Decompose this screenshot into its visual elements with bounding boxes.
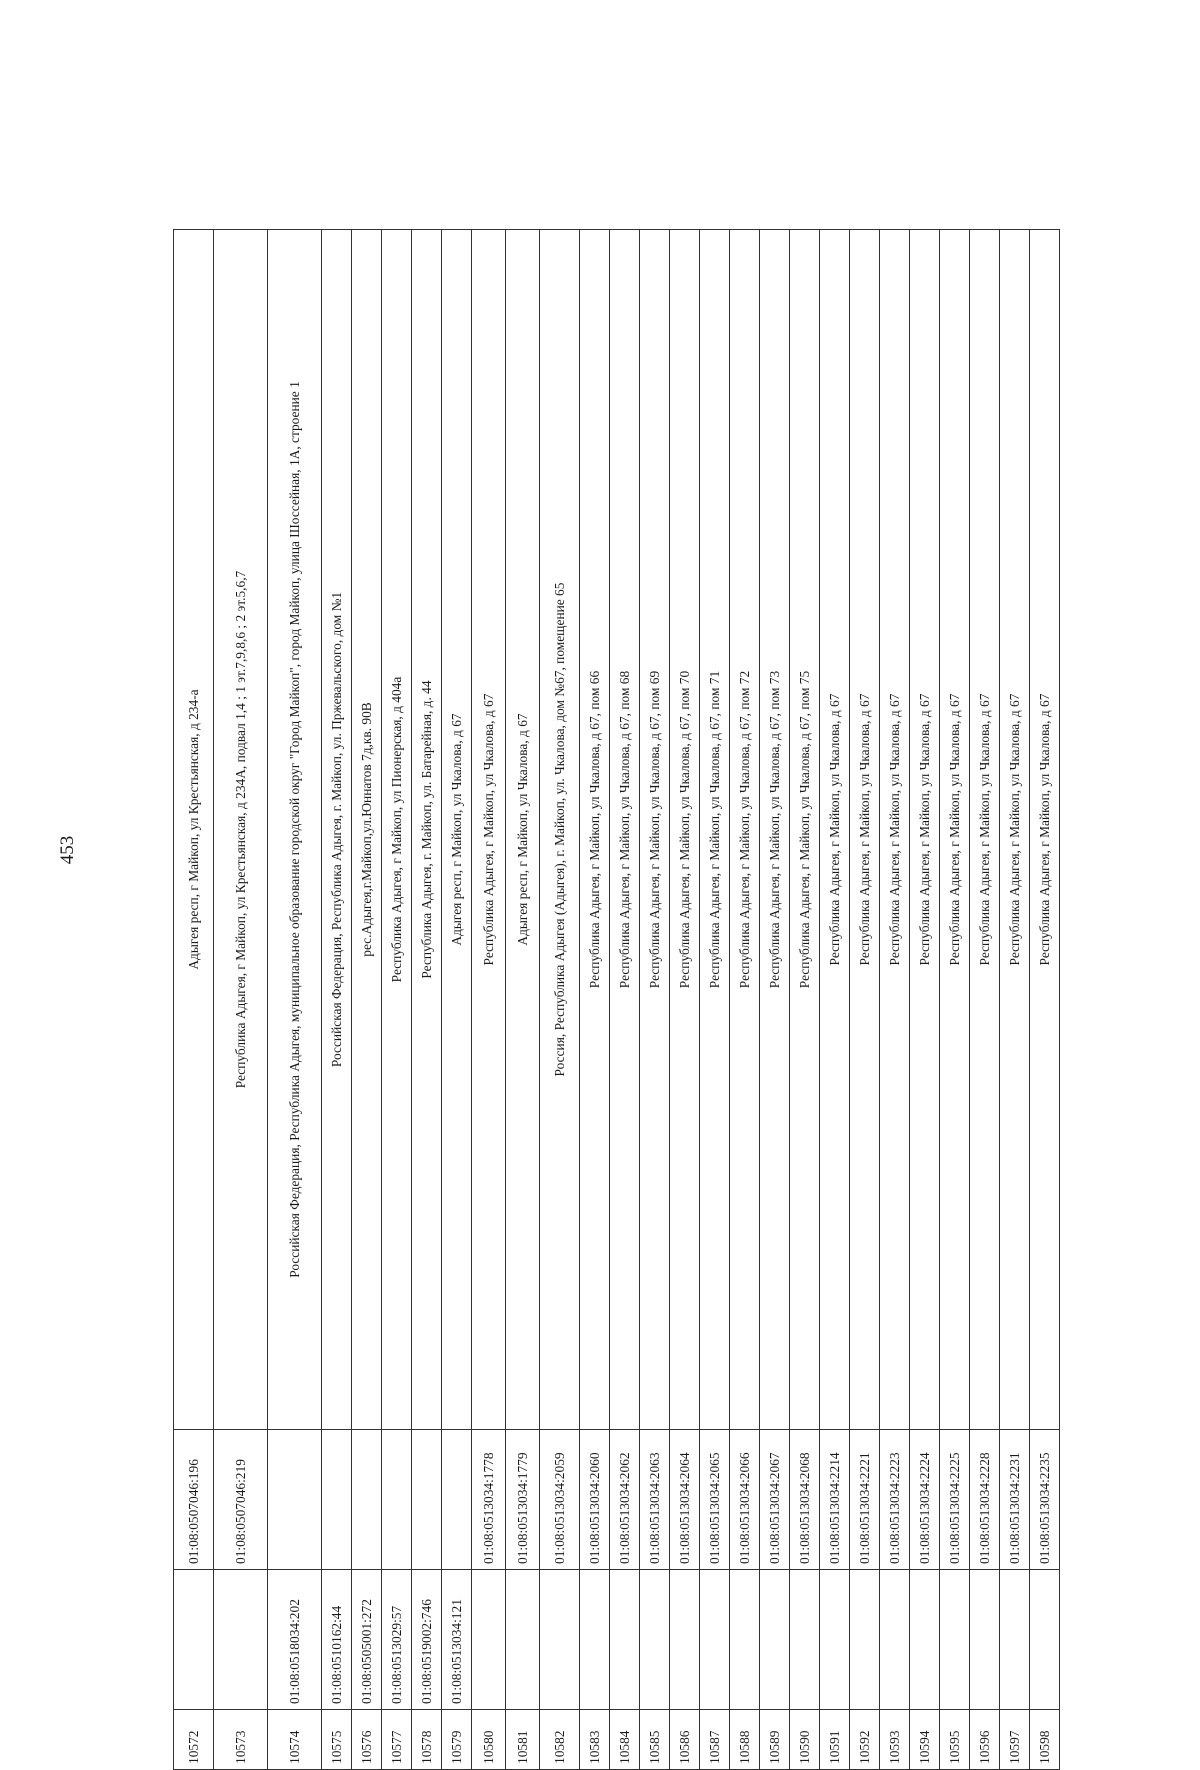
cadastral-number-primary [1000,1570,1030,1710]
cadastral-number-primary: 01:08:0513034:121 [442,1570,472,1710]
table-row [640,230,670,1770]
cadastral-number-primary [640,1570,670,1710]
cadastral-number-secondary: 01:08:0513034:2060 [580,1430,610,1570]
cadastral-number-primary [506,1570,540,1710]
table-row [214,230,268,1770]
row-number: 10590 [790,1710,820,1770]
table-row [580,230,610,1770]
cadastral-number-secondary: 01:08:0513034:1779 [506,1430,540,1570]
cadastral-number-secondary: 01:08:0513034:2235 [1030,1430,1060,1570]
row-number: 10576 [352,1710,382,1770]
address-cell: Республика Адыгея, г Майкоп, ул Чкалова, д 67, пом 70 [670,230,700,1430]
table-row [1000,230,1030,1770]
table-row [790,230,820,1770]
row-number: 10581 [506,1710,540,1770]
cadastral-number-primary [820,1570,850,1710]
table-row [506,230,540,1770]
table-row [850,230,880,1770]
table-row [352,230,382,1770]
cadastral-number-primary [760,1570,790,1710]
table-row [970,230,1000,1770]
cadastral-number-secondary: 01:08:0513034:2064 [670,1430,700,1570]
row-number: 10573 [214,1710,268,1770]
address-cell: Республика Адыгея, г Майкоп, ул Чкалова, д 67 [910,230,940,1430]
address-cell: Республика Адыгея, г Майкоп, ул Чкалова, д 67, пом 71 [700,230,730,1430]
table-row [820,230,850,1770]
row-number: 10588 [730,1710,760,1770]
cadastral-number-primary [970,1570,1000,1710]
table-row [760,230,790,1770]
row-number: 10587 [700,1710,730,1770]
cadastral-number-primary [730,1570,760,1710]
address-cell: Адыгея респ, г Майкоп, ул Чкалова, д 67 [506,230,540,1430]
address-cell: Адыгея респ, г Майкоп, ул Крестьянская, д 234-а [174,230,214,1430]
table-row [880,230,910,1770]
page-number: 453 [57,835,78,865]
address-cell: Республика Адыгея, г Майкоп, ул Чкалова, д 67 [1030,230,1060,1430]
row-number: 10577 [382,1710,412,1770]
cadastral-number-primary [1030,1570,1060,1710]
cadastral-number-secondary [382,1430,412,1570]
table-row [540,230,580,1770]
cadastral-number-primary [472,1570,506,1710]
address-cell: Республика Адыгея, г Майкоп, ул Чкалова, д 67, пом 68 [610,230,640,1430]
table-row [412,230,442,1770]
row-number: 10575 [322,1710,352,1770]
row-number: 10591 [820,1710,850,1770]
row-number: 10585 [640,1710,670,1770]
cadastral-number-primary [540,1570,580,1710]
cadastral-number-secondary: 01:08:0513034:2221 [850,1430,880,1570]
row-number: 10578 [412,1710,442,1770]
row-number: 10574 [268,1710,322,1770]
cadastral-number-secondary: 01:08:0513034:2068 [790,1430,820,1570]
table-row [610,230,640,1770]
cadastral-number-primary: 01:08:0505001:272 [352,1570,382,1710]
address-cell: Республика Адыгея, г Майкоп, ул Чкалова, д 67 [880,230,910,1430]
cadastral-number-primary [880,1570,910,1710]
cadastral-number-primary [850,1570,880,1710]
cadastral-number-secondary: 01:08:0513034:2063 [640,1430,670,1570]
row-number: 10583 [580,1710,610,1770]
table-row [700,230,730,1770]
table-row [940,230,970,1770]
cadastral-number-secondary: 01:08:0513034:2224 [910,1430,940,1570]
address-cell: Республика Адыгея, г Майкоп, ул Чкалова, д 67 [472,230,506,1430]
table-row [174,230,214,1770]
address-cell: Республика Адыгея, г Майкоп, ул Крестьянская, д 234А, подвал 1,4 ; 1 эт.7,9,8,6 ; 2 эт.5,6,7 [214,230,268,1430]
address-cell: рес.Адыгея,г.Майкоп,ул.Юннатов 7д,кв. 90В [352,230,382,1430]
table-row [442,230,472,1770]
cadastral-number-secondary [268,1430,322,1570]
address-cell: Республика Адыгея, г Майкоп, ул Чкалова, д 67 [1000,230,1030,1430]
cadastral-number-primary: 01:08:0519002:746 [412,1570,442,1710]
row-number: 10584 [610,1710,640,1770]
cadastral-number-secondary: 01:08:0513034:2066 [730,1430,760,1570]
cadastral-number-secondary: 01:08:0513034:2223 [880,1430,910,1570]
row-number: 10582 [540,1710,580,1770]
address-cell: Республика Адыгея, г. Майкоп, ул. Батарейная, д. 44 [412,230,442,1430]
cadastral-number-secondary: 01:08:0513034:2067 [760,1430,790,1570]
address-cell: Россия, Республика Адыгея (Адыгея), г. Майкоп, ул. Чкалова, дом №67, помещение 65 [540,230,580,1430]
cadastral-number-primary [670,1570,700,1710]
cadastral-number-primary [174,1570,214,1710]
table-row [910,230,940,1770]
cadastral-number-secondary: 01:08:0513034:2214 [820,1430,850,1570]
row-number: 10572 [174,1710,214,1770]
table-row [730,230,760,1770]
cadastral-number-secondary: 01:08:0513034:2231 [1000,1430,1030,1570]
row-number: 10579 [442,1710,472,1770]
row-number: 10593 [880,1710,910,1770]
row-number: 10596 [970,1710,1000,1770]
cadastral-number-secondary [412,1430,442,1570]
row-number: 10594 [910,1710,940,1770]
table-row [670,230,700,1770]
row-number: 10595 [940,1710,970,1770]
address-cell: Республика Адыгея, г Майкоп, ул Чкалова, д 67, пом 69 [640,230,670,1430]
address-cell: Республика Адыгея, г Майкоп, ул Чкалова, д 67, пом 73 [760,230,790,1430]
rotated-table-wrapper [173,230,1052,1770]
address-cell: Российская Федерация, Республика Адыгея, г. Майкоп, ул. Пржевальского, дом №1 [322,230,352,1430]
table-row [268,230,322,1770]
cadastral-number-primary: 01:08:0518034:202 [268,1570,322,1710]
address-cell: Российская Федерация, Республика Адыгея, муниципальное образование городской округ "Город Майкоп", город Майкоп, улица Шоссейная, 1А, строение 1 [268,230,322,1430]
cadastral-number-secondary: 01:08:0513034:2059 [540,1430,580,1570]
table-row [472,230,506,1770]
cadastral-number-secondary [442,1430,472,1570]
table-row [382,230,412,1770]
address-cell: Республика Адыгея, г Майкоп, ул Чкалова, д 67 [820,230,850,1430]
cadastral-number-primary [700,1570,730,1710]
cadastral-number-secondary: 01:08:0513034:1778 [472,1430,506,1570]
cadastral-number-primary: 01:08:0510162:44 [322,1570,352,1710]
address-cell: Республика Адыгея, г Майкоп, ул Чкалова, д 67, пом 72 [730,230,760,1430]
cadastral-number-primary [910,1570,940,1710]
cadastral-number-primary [214,1570,268,1710]
registry-table-body [174,230,1060,1770]
address-cell: Республика Адыгея, г Майкоп, ул Чкалова, д 67, пом 66 [580,230,610,1430]
registry-table [173,229,1060,1770]
address-cell: Республика Адыгея, г Майкоп, ул Чкалова, д 67 [850,230,880,1430]
row-number: 10580 [472,1710,506,1770]
row-number: 10598 [1030,1710,1060,1770]
row-number: 10589 [760,1710,790,1770]
row-number: 10592 [850,1710,880,1770]
table-row [1030,230,1060,1770]
address-cell: Адыгея респ, г Майкоп, ул Чкалова, д 67 [442,230,472,1430]
cadastral-number-secondary [352,1430,382,1570]
cadastral-number-secondary: 01:08:0513034:2065 [700,1430,730,1570]
cadastral-number-primary [580,1570,610,1710]
cadastral-number-secondary: 01:08:0513034:2062 [610,1430,640,1570]
cadastral-number-primary [610,1570,640,1710]
address-cell: Республика Адыгея, г Майкоп, ул Чкалова, д 67 [970,230,1000,1430]
address-cell: Республика Адыгея, г Майкоп, ул Чкалова, д 67 [940,230,970,1430]
cadastral-number-secondary [322,1430,352,1570]
cadastral-number-secondary: 01:08:0507046:196 [174,1430,214,1570]
cadastral-number-primary [940,1570,970,1710]
cadastral-number-secondary: 01:08:0513034:2225 [940,1430,970,1570]
row-number: 10597 [1000,1710,1030,1770]
address-cell: Республика Адыгея, г Майкоп, ул Чкалова, д 67, пом 75 [790,230,820,1430]
cadastral-number-secondary: 01:08:0513034:2228 [970,1430,1000,1570]
cadastral-number-primary [790,1570,820,1710]
row-number: 10586 [670,1710,700,1770]
cadastral-number-secondary: 01:08:0507046:219 [214,1430,268,1570]
address-cell: Республика Адыгея, г Майкоп, ул Пионерская, д 404а [382,230,412,1430]
cadastral-number-primary: 01:08:0513029:57 [382,1570,412,1710]
table-row [322,230,352,1770]
